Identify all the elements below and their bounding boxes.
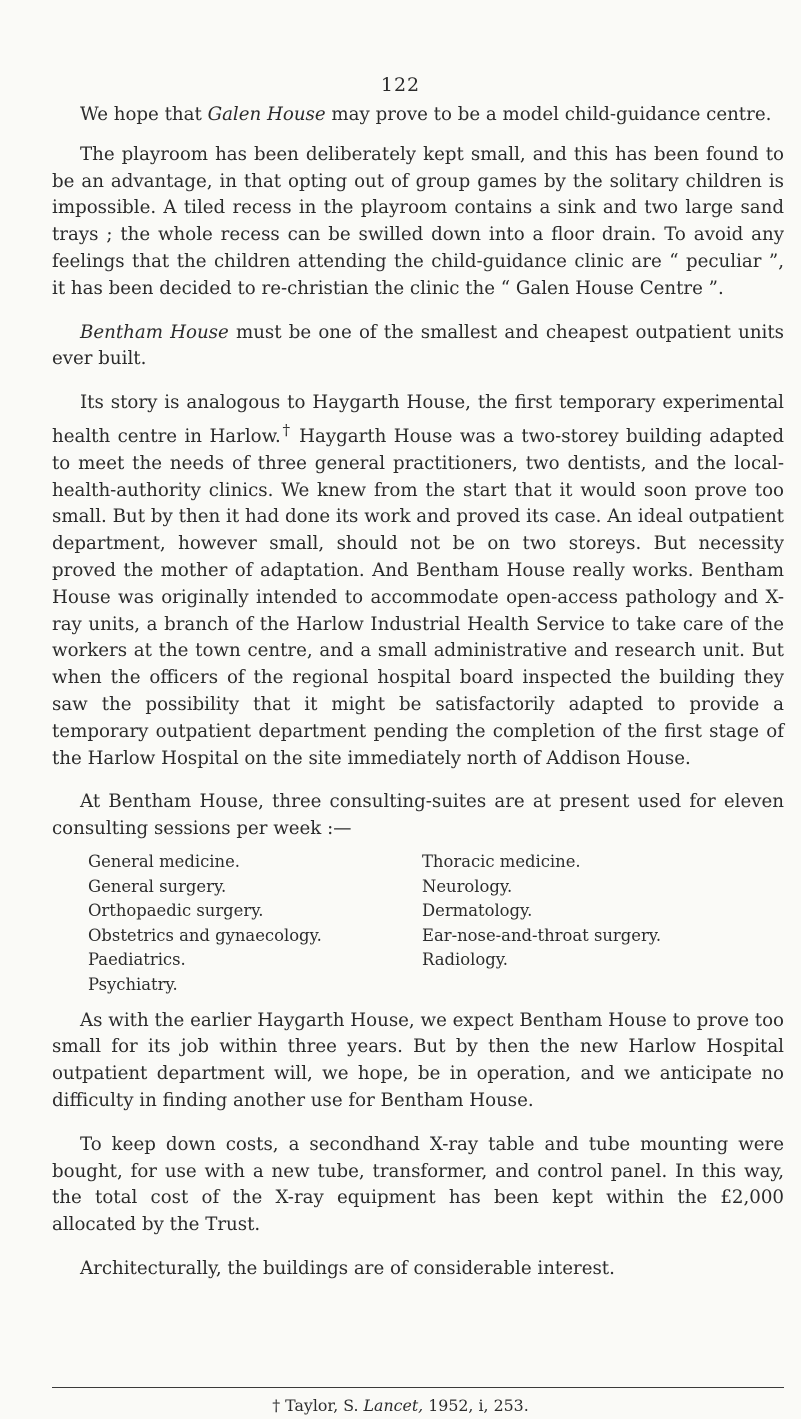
body-text	[52, 102, 784, 1300]
p4-text-end: Haygarth House was a two-storey building adapted to meet the needs of three general practitioners, two dentists, and the local-health-authority clinics. We knew from the start that it would soon prove too small. But by then it had done its work and proved its case. An ideal outpatient department, however small, should not be on two storeys. But necessity proved the mother of adaptation. And Bentham House really works. Bentham House was originally intended to accommodate open-access pathology and X-ray units, a branch of the Harlow Industrial Health Service to take care of the workers at the town centre, and a small administrative and research unit. But when the officers of the regional hospital board inspected the building they saw the possibility that it might be satisfactorily adapted to provide a temporary outpatient department pending the completion of the first stage of the Harlow Hospital on the site immediately north of Addison House.	[52, 426, 784, 769]
footnote-reference-mark: †	[280, 420, 292, 439]
sessions-right-column	[422, 850, 742, 998]
sessions-left-column	[88, 850, 422, 998]
footnote	[0, 1396, 801, 1416]
session-item: Thoracic medicine.	[422, 851, 581, 871]
paragraph-galen-house	[52, 102, 784, 129]
session-item: Orthopaedic surgery.	[88, 901, 264, 921]
paragraph-architecture: Architecturally, the buildings are of considerable interest.	[80, 1257, 615, 1279]
footnote-citation: 1952, i, 253.	[423, 1396, 529, 1415]
paragraph-expect-too-small: As with the earlier Haygarth House, we expect Bentham House to prove too small for its job within three years. But by then the new Harlow Hospital outpatient department will, we hope, be in operation, and we anticipate no difficulty in finding another use for Bentham House.	[52, 1009, 784, 1111]
session-item: Psychiatry.	[88, 974, 178, 994]
session-item: General medicine.	[88, 851, 240, 871]
p1-galen-house-italic: Galen House	[207, 104, 326, 125]
paragraph-bentham-house	[52, 320, 784, 374]
p1-text-start: We hope that	[80, 104, 208, 125]
p3-bentham-house-italic: Bentham House	[80, 321, 229, 343]
paragraph-xray-costs: To keep down costs, a secondhand X-ray table and tube mounting were bought, for use with a new tube, transformer, and control panel. In this way, the total cost of the X-ray equipment has been kept within the £2,000 allocated by the Trust.	[52, 1133, 784, 1236]
page-number: 122	[380, 74, 421, 96]
footnote-author: Taylor, S.	[280, 1396, 364, 1415]
session-item: Dermatology.	[422, 901, 533, 921]
paragraph-consulting-suites: At Bentham House, three consulting-suites are at present used for eleven consulting sessions per week :—	[52, 791, 784, 840]
paragraph-haygarth-story	[52, 390, 784, 772]
session-item: Paediatrics.	[88, 950, 186, 970]
consulting-sessions-list	[88, 850, 784, 998]
session-item: Neurology.	[422, 876, 513, 896]
footnote-mark: †	[272, 1396, 281, 1415]
session-item: Ear-nose-and-throat surgery.	[422, 925, 662, 945]
p4-text-start: Its story is analogous to Haygarth House, the first temporary experimental health centre in Harlow.	[52, 392, 784, 448]
p1-text-end: may prove to be a model child-guidance centre.	[325, 104, 772, 125]
session-item: Radiology.	[422, 950, 508, 970]
session-item: General surgery.	[88, 876, 227, 896]
footnote-journal: Lancet,	[363, 1396, 424, 1415]
session-item: Obstetrics and gynaecology.	[88, 925, 322, 945]
paragraph-playroom: The playroom has been deliberately kept small, and this has been found to be an advantage, in that opting out of group games by the solitary children is impossible. A tiled recess in the playroom contains a sink and two large sand trays ; the whole recess can be swilled down into a floor drain. To avoid any feelings that the children attending the child-guidance clinic are “ peculiar ”, it has been decided to re-christian the clinic the “ Galen House Centre ”.	[52, 143, 784, 299]
p3-text: must be one of the smallest and cheapest outpatient units ever built.	[52, 321, 784, 370]
footnote-divider	[52, 1387, 784, 1388]
